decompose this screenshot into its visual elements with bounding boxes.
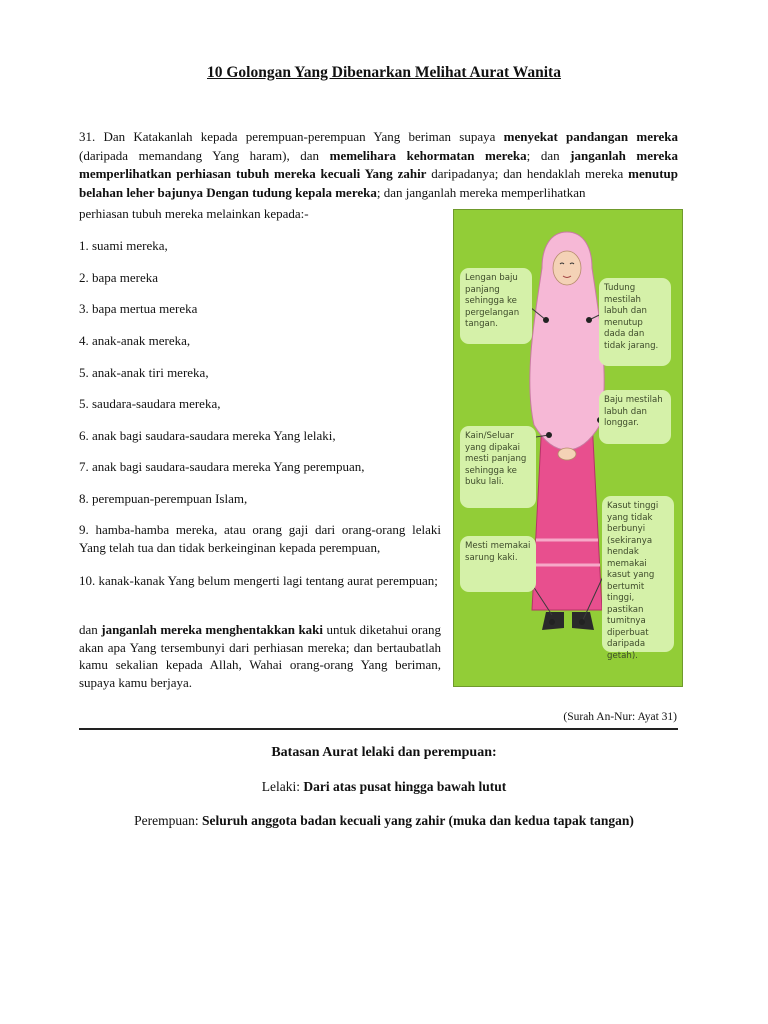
list-item: 4. anak-anak mereka, [79, 333, 191, 348]
male-aurat-line [0, 779, 768, 795]
list-item: 10. kanak-kanak Yang belum mengerti lagi tentang aurat perempuan; [79, 573, 438, 588]
callout-baju: Baju mestilah labuh dan longgar. [599, 390, 671, 444]
list-lead: perhiasan tubuh mereka melainkan kepada:- [79, 206, 309, 221]
intro-text-2: (daripada memandang Yang haram), dan [79, 147, 330, 163]
list-item: 3. bapa mertua mereka [79, 301, 198, 316]
intro-bold-3: janganlah mereka memperlihatkan perhiasan tubuh mereka kecuali Yang zahir [79, 147, 678, 182]
intro-text-3: ; dan [526, 147, 571, 163]
male-text: Dari atas pusat hingga bawah lutut [303, 779, 507, 794]
aurat-illustration [453, 209, 683, 687]
intro-bold-2: memelihara kehormatan mereka [329, 147, 527, 163]
surah-reference: (Surah An-Nur: Ayat 31) [563, 711, 677, 723]
callout-kain: Kain/Seluar yang dipakai mesti panjang sehingga ke buku lali. [460, 426, 536, 508]
list-item: 5. saudara-saudara mereka, [79, 396, 221, 411]
list-item: 6. anak bagi saudara-saudara mereka Yang lelaki, [79, 428, 336, 443]
verse-intro [79, 128, 678, 202]
after-text-1: dan [79, 622, 102, 637]
section-divider [79, 728, 678, 730]
callout-tudung: Tudung mestilah labuh dan menutup dada dan tidak jarang. [599, 278, 671, 366]
female-aurat-line [0, 813, 768, 829]
document-title: 10 Golongan Yang Dibenarkan Melihat Aurat Wanita [207, 64, 561, 81]
intro-text-5: ; dan janganlah mereka memperlihatkan [376, 184, 586, 200]
list-item: 2. bapa mereka [79, 270, 159, 285]
female-label: Perempuan: [134, 813, 202, 828]
intro-bold-1: menyekat pandangan mereka [503, 129, 678, 144]
list-item: 7. anak bagi saudara-saudara mereka Yang perempuan, [79, 459, 365, 474]
intro-text-4: daripadanya; dan hendaklah mereka [426, 166, 629, 182]
verse-continuation [79, 621, 441, 691]
callout-sleeve: Lengan baju panjang sehingga ke pergelangan tangan. [460, 268, 532, 344]
male-label: Lelaki: [261, 779, 304, 794]
after-text-2: untuk diketahui orang akan apa Yang tersembunyi dari perhiasan mereka; dan bertaubatlah kamu sekalian kepada Allah, Wahai orang-orang Yang beriman, supaya kamu berjaya. [79, 622, 441, 690]
list-item: 8. perempuan-perempuan Islam, [79, 491, 248, 506]
callout-kasut: Kasut tinggi yang tidak berbunyi (sekiranya hendak memakai kasut yang bertumit tinggi, pastikan tumitnya diperbuat daripada getah). [602, 496, 674, 652]
list-item: 1. suami mereka, [79, 238, 168, 253]
list-item: 9. hamba-hamba mereka, atau orang gaji dari orang-orang lelaki Yang telah tua dan tidak berkeinginan kepada perempuan, [79, 522, 441, 555]
female-text: Seluruh anggota badan kecuali yang zahir (muka dan kedua tapak tangan) [201, 813, 634, 828]
intro-bold-4: menutup belahan leher bajunya Dengan tudung kepala mereka [79, 166, 678, 200]
callout-stokin: Mesti memakai sarung kaki. [460, 536, 536, 592]
list-item: 5. anak-anak tiri mereka, [79, 365, 209, 380]
intro-text-1: 31. Dan Katakanlah kepada perempuan-perempuan Yang beriman supaya [79, 129, 504, 144]
summary-title: Batasan Aurat lelaki dan perempuan: [271, 745, 497, 760]
after-bold-1: janganlah mereka menghentakkan kaki [101, 622, 324, 637]
